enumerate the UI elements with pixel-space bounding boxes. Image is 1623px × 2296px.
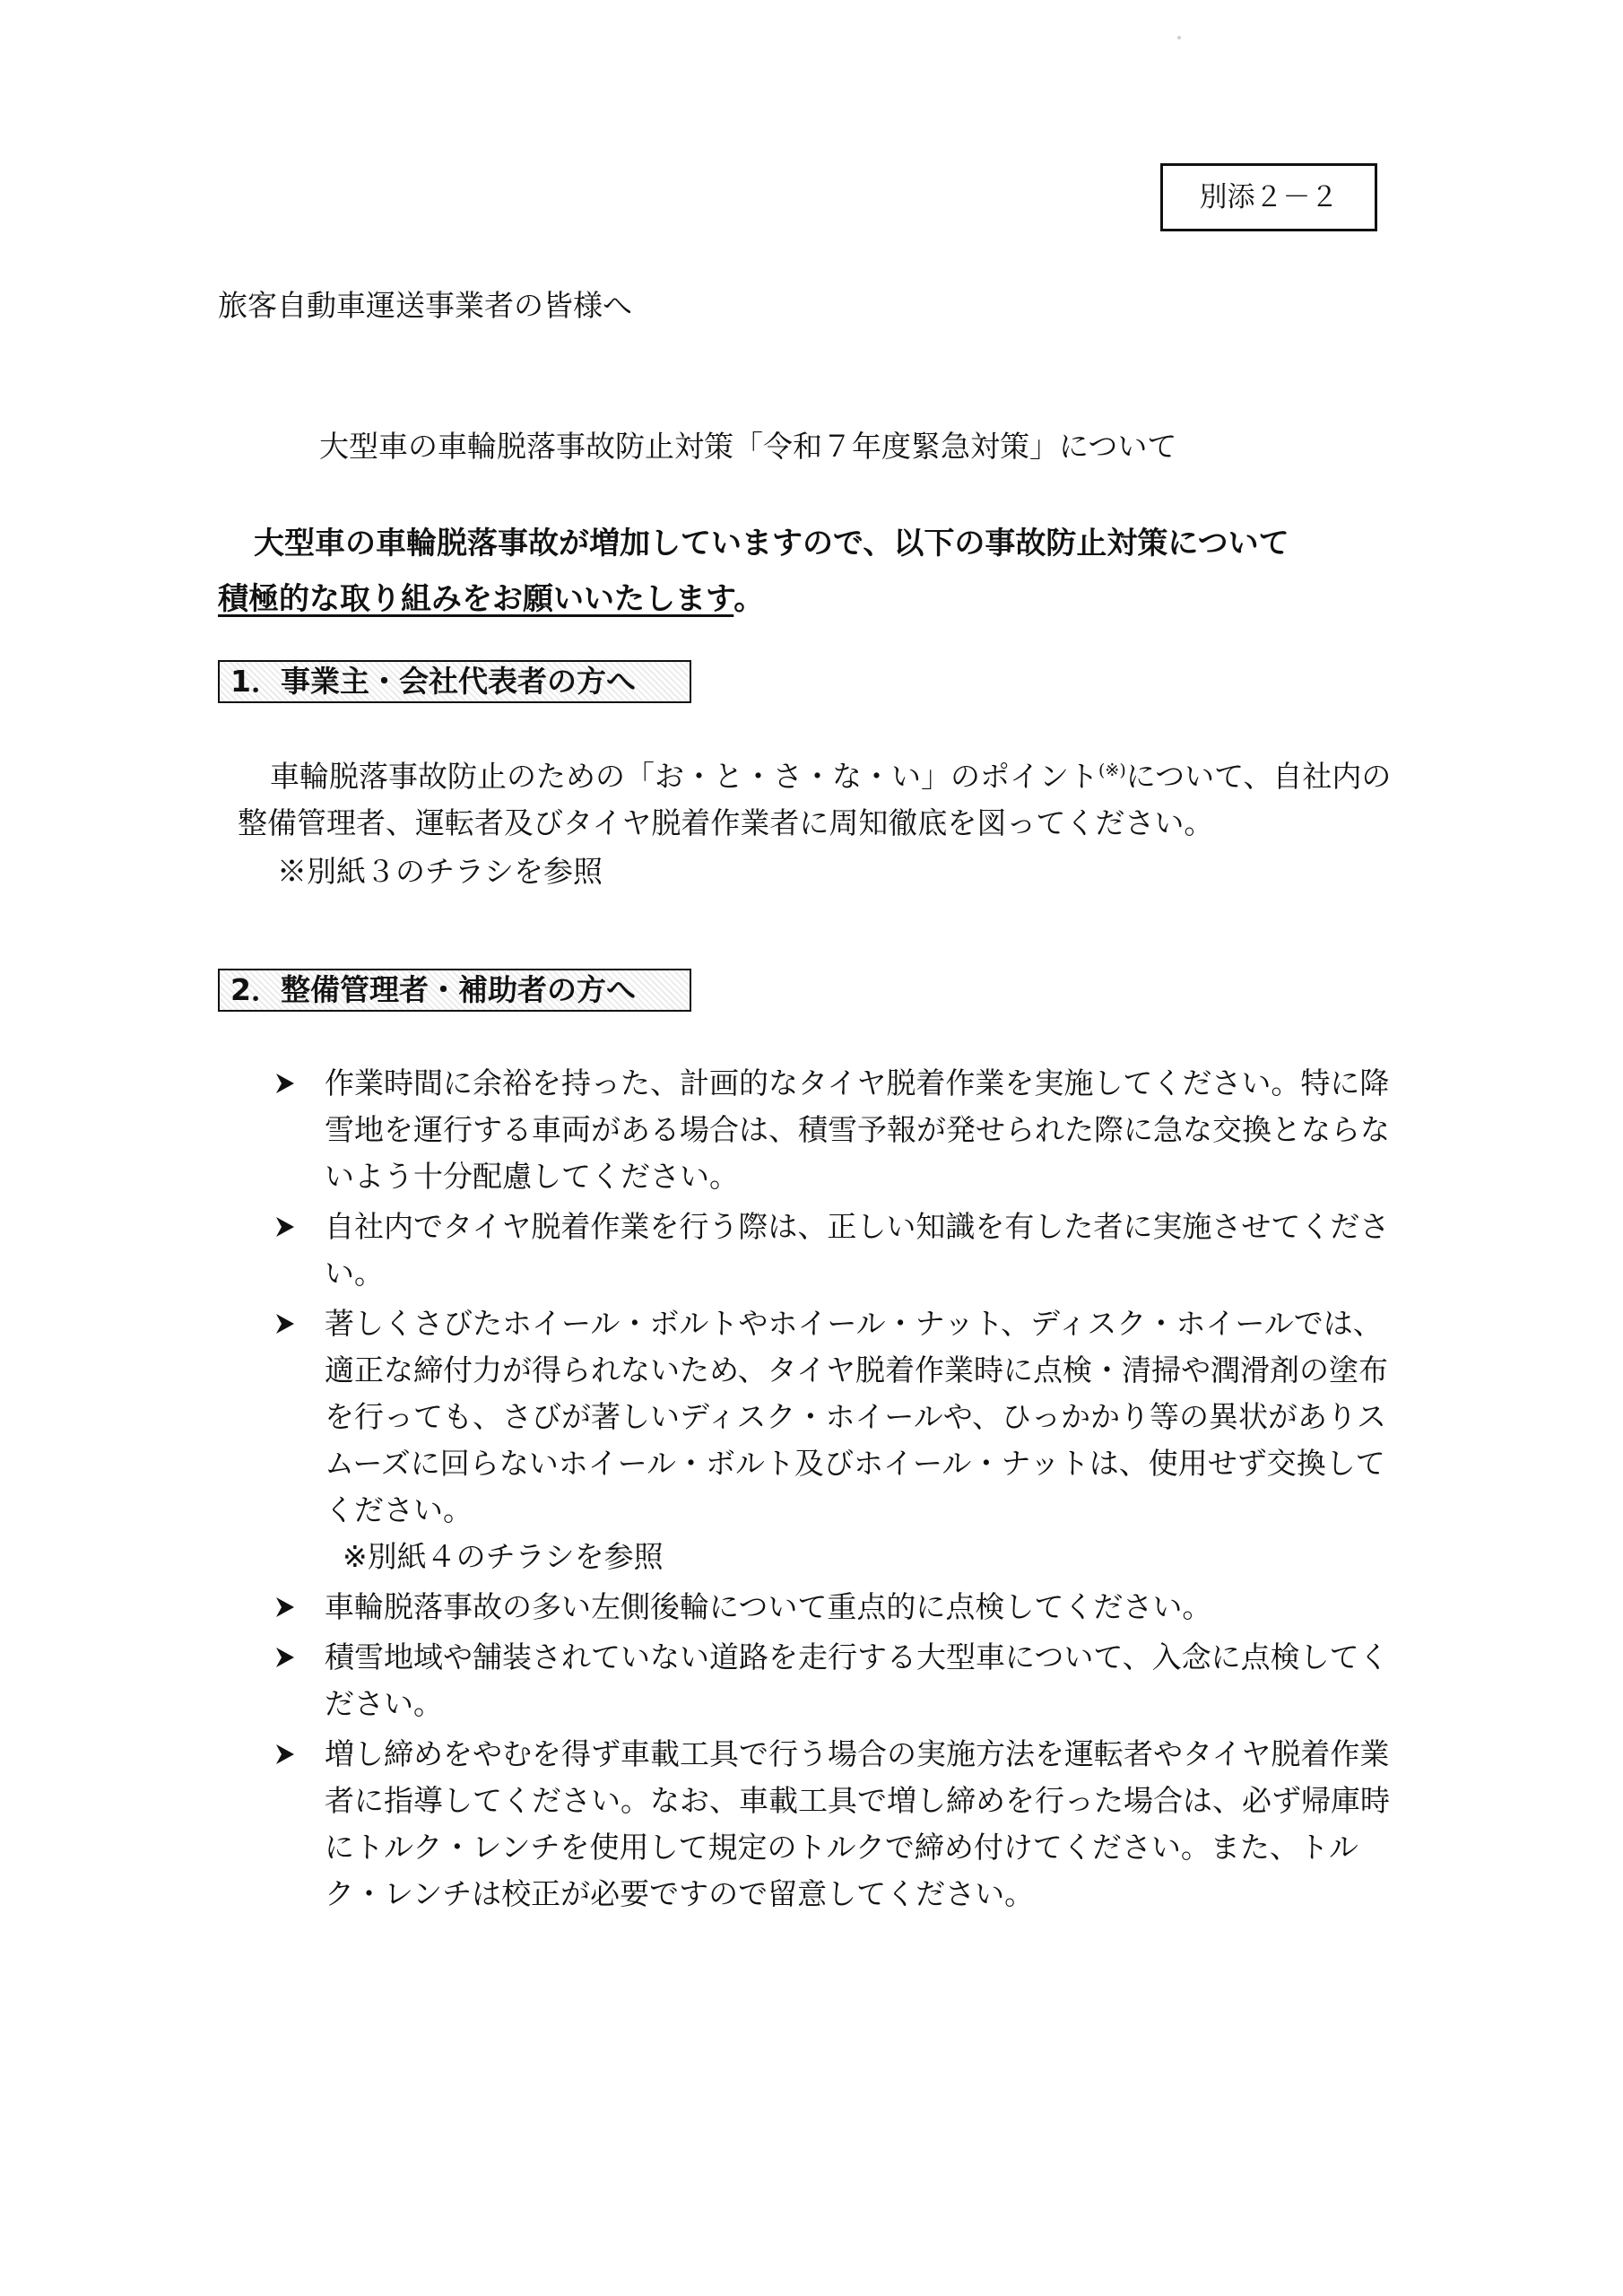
list-item-text: 積雪地域や舗装されていない道路を走行する大型車について、入念に点検してください。 (325, 1639, 1389, 1721)
intro-paragraph (218, 516, 1402, 627)
arrowhead-bullet-icon (267, 1204, 303, 1250)
intro-line-2-end: 。 (733, 581, 765, 617)
intro-underlined-request: 積極的な取り組みをお願いいたします (218, 581, 734, 617)
intro-line-1: 大型車の車輪脱落事故が増加していますので、以下の事故防止対策について (254, 526, 1289, 561)
list-item (267, 1204, 1406, 1297)
scan-speck (1177, 36, 1181, 39)
list-item-text: 車輪脱落事故の多い左側後輪について重点的に点検してください。 (325, 1589, 1212, 1624)
list-item (267, 1060, 1406, 1200)
list-item (267, 1731, 1406, 1918)
reference-mark: (※) (1098, 761, 1126, 780)
section-1-paragraph (238, 747, 1394, 847)
arrowhead-bullet-icon (267, 1731, 303, 1778)
document-title: 大型車の車輪脱落事故防止対策「令和７年度緊急対策」について (319, 429, 1177, 464)
list-item-text: 著しくさびたホイール・ボルトやホイール・ナット、ディスク・ホイールでは、適正な締付力が得られないため、タイヤ脱着作業時に点検・清掃や潤滑剤の塗布を行っても、さびが著しいディスク・ホイールや、ひっかかり等の異状がありスムーズに回らないホイール・ボルト及びホイール・ナットは、使用せず交換してください。 (325, 1306, 1389, 1527)
list-item (267, 1634, 1406, 1727)
section-1-text-a: 車輪脱落事故防止のための「お・と・さ・な・い」のポイント (270, 759, 1098, 794)
section-1-note: ※別紙３のチラシを参照 (277, 854, 603, 889)
arrowhead-bullet-icon (267, 1300, 303, 1347)
arrowhead-bullet-icon (267, 1584, 303, 1631)
section-1-body (238, 747, 1394, 895)
arrowhead-bullet-icon (267, 1060, 303, 1107)
section-1-heading: 1．事業主・会社代表者の方へ (218, 660, 691, 703)
list-item (267, 1300, 1406, 1580)
list-item-text: 増し締めをやむを得ず車載工具で行う場合の実施方法を運転者やタイヤ脱着作業者に指導してください。なお、車載工具で増し締めを行った場合は、必ず帰庫時にトルク・レンチを使用して規定のトルクで締め付けてください。また、トルク・レンチは校正が必要ですので留意してください。 (325, 1736, 1390, 1911)
addressee: 旅客自動車運送事業者の皆様へ (218, 288, 632, 323)
list-item-text: 作業時間に余裕を持った、計画的なタイヤ脱着作業を実施してください。特に降雪地を運行する車両がある場合は、積雪予報が発せられた際に急な交換とならないよう十分配慮してください。 (325, 1065, 1390, 1194)
section-2-list (267, 1060, 1406, 1921)
list-item-note: ※別紙４のチラシを参照 (343, 1539, 664, 1574)
section-2-heading: 2．整備管理者・補助者の方へ (218, 969, 691, 1012)
list-item-text: 自社内でタイヤ脱着作業を行う際は、正しい知識を有した者に実施させてください。 (325, 1209, 1390, 1291)
intro-line-2 (218, 571, 1402, 627)
arrowhead-bullet-icon (267, 1634, 303, 1681)
attachment-label: 別添２－２ (1160, 163, 1377, 231)
section-1-text-b: について、自社内の整備管理者、運転者及びタイヤ脱着作業者に周知徹底を図ってください。 (238, 759, 1392, 840)
list-item (267, 1584, 1406, 1631)
